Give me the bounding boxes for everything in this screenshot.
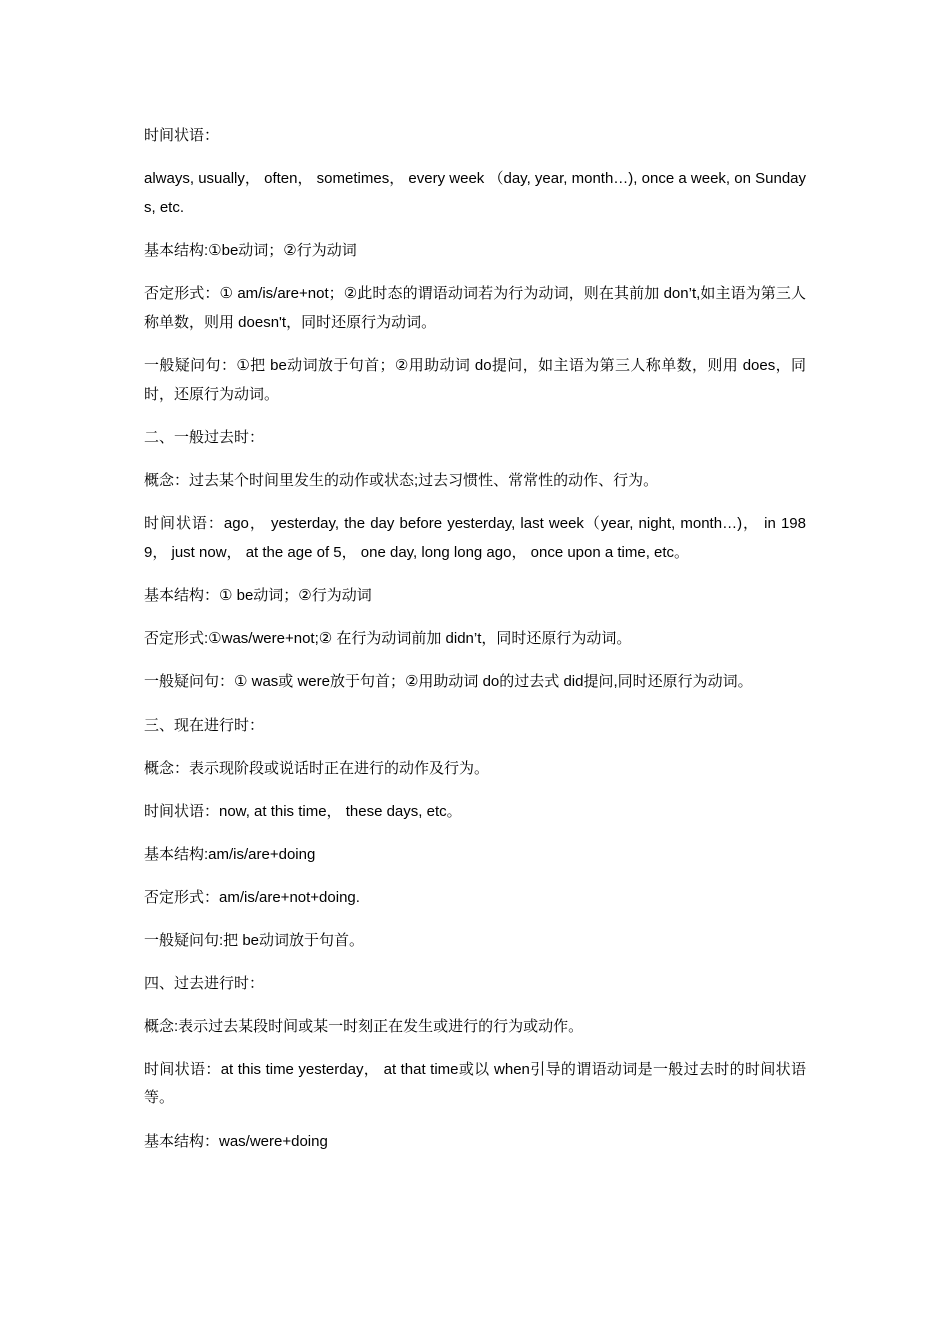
paragraph-present-simple-structure: 基本结构:①be动词；②行为动词 xyxy=(144,242,357,259)
paragraph-present-continuous-question: 一般疑问句:把 be动词放于句首。 xyxy=(144,931,365,949)
section-heading-past-continuous: 四、过去进行时： xyxy=(144,974,265,992)
document-body xyxy=(144,122,806,1171)
paragraph-present-simple-time-adverbials: always, usually， often， sometimes， every week （day, year, month…), once a week, on Sundays, etc. xyxy=(144,170,806,216)
section-heading-present-continuous: 三、现在进行时： xyxy=(144,716,265,734)
paragraph-past-simple-concept: 概念：过去某个时间里发生的动作或状态;过去习惯性、常常性的动作、行为。 xyxy=(144,472,659,489)
paragraph-past-simple-negative: 否定形式:①was/were+not;② 在行为动词前加 didn’t，同时还原行为动词。 xyxy=(144,630,632,647)
section-heading-past-simple: 二、一般过去时： xyxy=(144,429,265,446)
paragraph-time-adverbial-heading: 时间状语： xyxy=(144,127,220,144)
paragraph-past-simple-question: 一般疑问句：① was或 were放于句首；②用助动词 do的过去式 did提问,同时还原行为动词。 xyxy=(144,673,753,690)
paragraph-present-continuous-structure: 基本结构:am/is/are+doing xyxy=(144,845,316,863)
paragraph-present-continuous-negative: 否定形式：am/is/are+not+doing. xyxy=(144,888,360,906)
paragraph-past-simple-time-adverbials: 时间状语：ago， yesterday, the day before yesterday, last week（year, night, month…)， in 1989， just now， at the age of 5， one day, long long ago， once upon a time, etc。 xyxy=(144,515,806,561)
paragraph-past-continuous-time-adverbials: 时间状语：at this time yesterday， at that time或以 when引导的谓语动词是一般过去时的时间状语等。 xyxy=(144,1060,806,1106)
paragraph-past-simple-structure: 基本结构：① be动词；②行为动词 xyxy=(144,587,372,604)
paragraph-present-continuous-concept: 概念：表示现阶段或说话时正在进行的动作及行为。 xyxy=(144,759,490,777)
paragraph-past-continuous-structure: 基本结构：was/were+doing xyxy=(144,1132,328,1150)
paragraph-present-continuous-time-adverbials: 时间状语：now, at this time， these days, etc。 xyxy=(144,802,462,820)
paragraph-present-simple-negative: 否定形式：① am/is/are+not；②此时态的谓语动词若为行为动词，则在其前加 don’t,如主语为第三人称单数，则用 doesn't，同时还原行为动词。 xyxy=(144,285,806,331)
paragraph-past-continuous-concept: 概念:表示过去某段时间或某一时刻正在发生或进行的行为或动作。 xyxy=(144,1017,584,1035)
paragraph-present-simple-question: 一般疑问句：①把 be动词放于句首；②用助动词 do提问，如主语为第三人称单数，则用 does，同时，还原行为动词。 xyxy=(144,357,806,403)
